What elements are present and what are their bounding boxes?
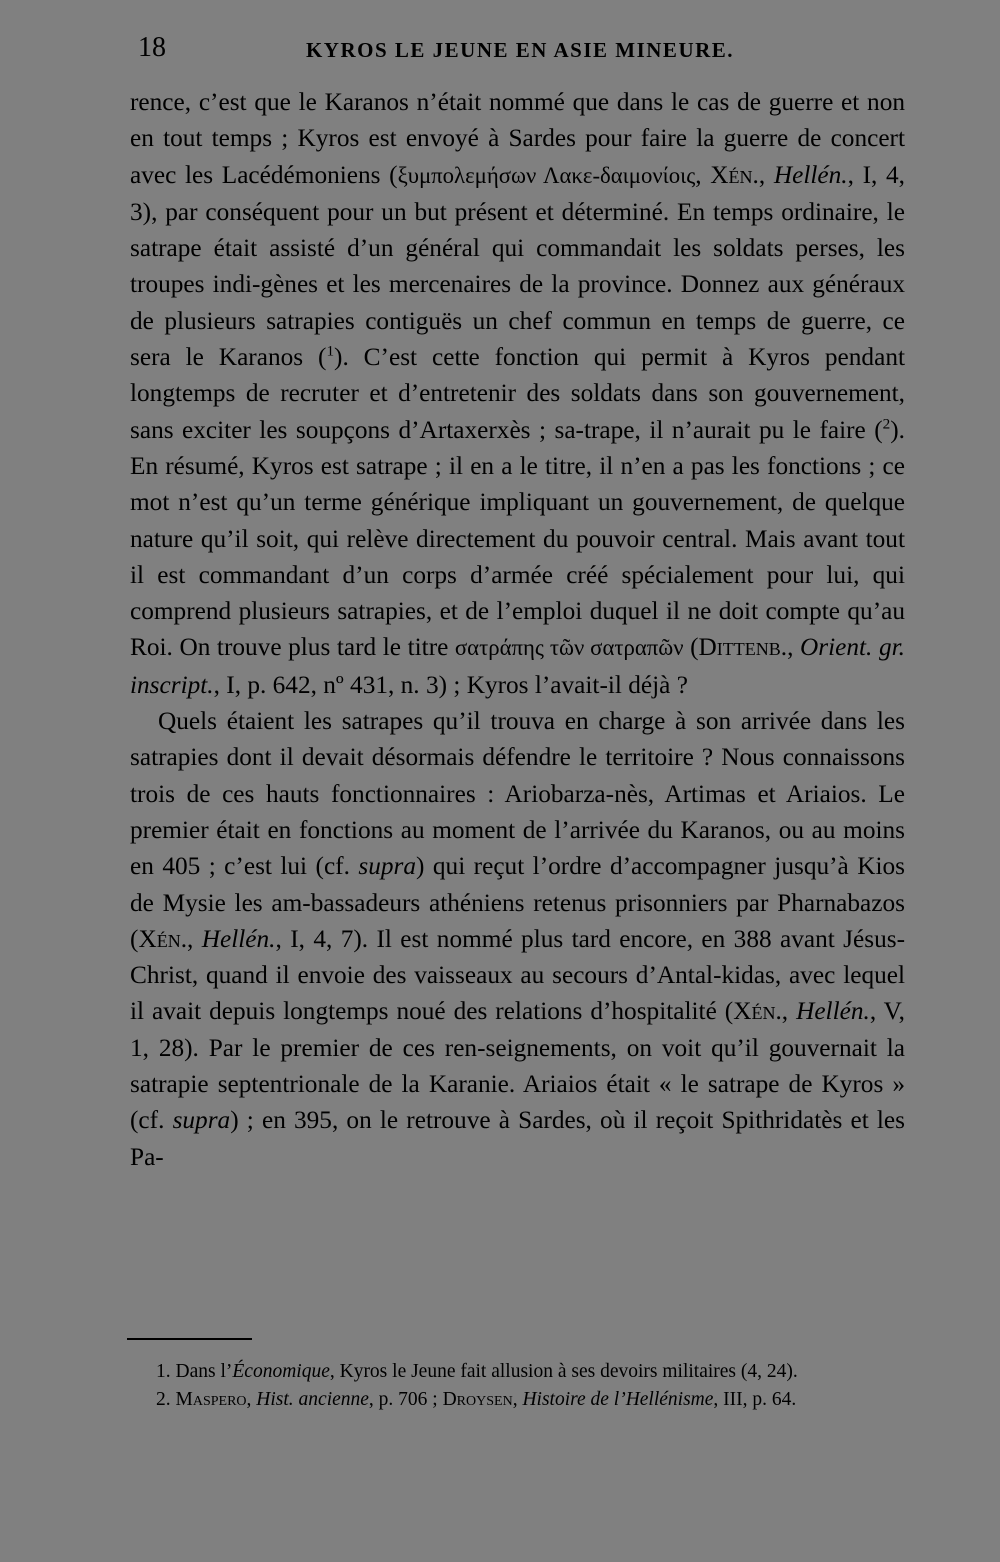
text-run: , Kyros le Jeune fait allusion à ses devoirs militaires (4, 24). bbox=[329, 1361, 798, 1382]
text-run: , I, p. 642, nº 431, n. 3) ; Kyros l’avait-il déjà ? bbox=[213, 670, 688, 699]
work-title: Économique bbox=[232, 1361, 330, 1382]
footnote-number: 1. bbox=[156, 1361, 171, 1382]
work-title: Histoire de l’Hellénisme bbox=[522, 1388, 714, 1410]
work-title: Hellén. bbox=[201, 924, 276, 953]
work-title: Orient. gr. inscript. bbox=[130, 633, 905, 699]
author-citation: Dittenb. bbox=[698, 633, 788, 662]
page-number: 18 bbox=[138, 32, 166, 63]
text-run: Quels étaient les satrapes qu’il trouva en charge à son arrivée dans les satrapies dont il devait désormais défendre le territoire ? Nous connaissons trois de ces hauts fonctionnaires : Ariobarza-nès, Artimas et Ariaios. Le premier était en fonctions au moment de l’arrivée du Karanos, ou au moins en 405 ; c’est lui (cf. bbox=[130, 707, 905, 881]
text-run: rence, c’est que le Karanos n’était nommé que dans le cas de guerre et non en tout temps ; Kyros est envoyé à Sardes pour faire la guerre de concert avec les Lacédémoniens ( bbox=[130, 88, 905, 189]
footnote-number: 2. bbox=[156, 1388, 171, 1410]
footnote bbox=[130, 1360, 905, 1385]
text-run: ). C’est cette fonction qui permit à Kyros pendant longtemps de recruter et d’entretenir des soldats dans son gouvernement, sans exciter les soupçons d’Artaxerxès ; sa-trape, il n’aurait pu le faire ( bbox=[130, 343, 905, 444]
footnote-ref: 2 bbox=[882, 415, 891, 433]
text-run: , III, p. 64. bbox=[713, 1388, 797, 1410]
work-title: Hist. ancienne bbox=[256, 1388, 369, 1410]
greek-quote: σατράπης τῶν σατραπῶν bbox=[454, 635, 684, 661]
author-citation: Xén. bbox=[138, 924, 188, 953]
footnotes bbox=[130, 1360, 905, 1415]
text-run: , bbox=[695, 160, 711, 189]
text-run: , bbox=[758, 160, 774, 189]
text-run: ). En résumé, Kyros est satrape ; il en a le titre, il n’en a pas les fonctions ; ce mot n’est qu’un terme générique impliquant un gouvernement, de quelque nature qu’il soit, qui relève directement du pouvoir central. Mais avant tout il est commandant d’un corps d’armée créé spécialement pour lui, qui comprend plusieurs satrapies, et de l’emploi duquel il ne doit compte qu’au Roi. On trouve plus tard le titre bbox=[130, 415, 905, 662]
greek-quote: ξυμπολεμήσων Λακε-δαιμονίοις bbox=[397, 162, 696, 188]
paragraph bbox=[130, 703, 905, 1175]
text-run: ) ; en 395, on le retrouve à Sardes, où il reçoit Spithridatès et les Pa- bbox=[130, 1106, 905, 1171]
text-run: , V, 1, 28). Par le premier de ces ren-seignements, on voit qu’il gouvernait la satrapie septentrionale de la Karanie. Ariaios était « le satrape de Kyros » (cf. bbox=[130, 997, 905, 1135]
footnote-divider bbox=[127, 1338, 252, 1340]
running-title: KYROS LE JEUNE EN ASIE MINEURE. bbox=[305, 38, 735, 62]
text-run: Dans l’ bbox=[170, 1361, 233, 1382]
author-citation: Xén. bbox=[733, 997, 782, 1026]
work-title: Hellén. bbox=[773, 160, 848, 189]
paragraph bbox=[130, 84, 905, 703]
latin-term: supra bbox=[358, 852, 417, 881]
latin-term: supra bbox=[172, 1106, 231, 1135]
text-run: , p. 706 ; bbox=[368, 1388, 443, 1410]
text-run: ) qui reçut l’ordre d’accompagner jusqu’à Kios de Mysie les am-bassadeurs athéniens retenus prisonniers par Pharnabazos ( bbox=[130, 852, 906, 953]
text-run: , bbox=[246, 1388, 257, 1410]
text-run: , bbox=[187, 924, 202, 953]
main-text bbox=[130, 84, 905, 1175]
text-run: , I, 4, 7). Il est nommé plus tard encore, en 388 avant Jésus-Christ, quand il envoie des vaisseaux au secours d’Antal-kidas, avec lequel il avait depuis longtemps noué des relations d’hospitalité ( bbox=[130, 924, 905, 1026]
text-run: , bbox=[512, 1388, 523, 1410]
work-title: Hellén. bbox=[796, 997, 870, 1026]
footnote bbox=[130, 1388, 905, 1413]
author-citation: Droysen bbox=[442, 1388, 513, 1410]
footnote-ref: 1 bbox=[326, 342, 335, 360]
author-citation: Maspero bbox=[175, 1388, 247, 1410]
text-run: ( bbox=[683, 633, 699, 662]
text-run: , I, 4, 3), par conséquent pour un but présent et déterminé. En temps ordinaire, le satrape était assisté d’un général qui commandait les soldats perses, les troupes indi-gènes et les mercenaires de la province. Donnez aux généraux de plusieurs satrapies contiguës un chef commun en temps de guerre, ce sera le Karanos ( bbox=[130, 160, 905, 372]
text-run: , bbox=[781, 997, 797, 1026]
page-header bbox=[130, 30, 910, 70]
text-run: , bbox=[787, 633, 801, 662]
author-citation: Xén. bbox=[710, 160, 759, 189]
